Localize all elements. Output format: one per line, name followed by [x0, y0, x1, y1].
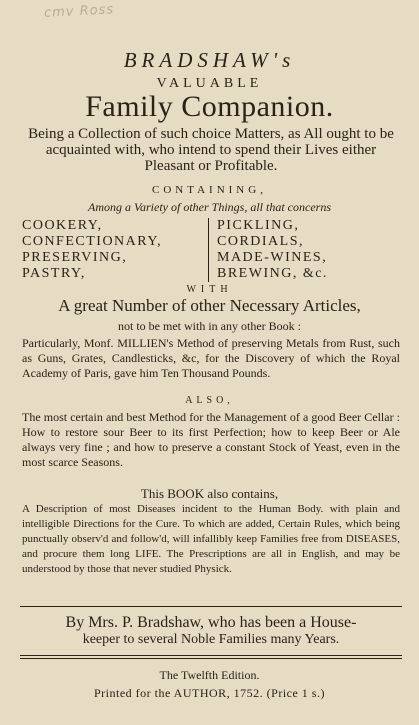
- containing-heading: CONTAINING,: [152, 184, 267, 196]
- divider-rule: [20, 658, 402, 659]
- also-heading: ALSO,: [185, 395, 234, 406]
- pencil-inscription: cmv Ross: [43, 2, 115, 21]
- title-line-1: BRADSHAW's: [123, 48, 296, 72]
- edition-line: The Twelfth Edition.: [159, 668, 260, 682]
- topic-item: PICKLING,: [217, 218, 300, 233]
- great-number-line: A great Number of other Necessary Articles,: [58, 296, 361, 315]
- among-line: Among a Variety of other Things, all that concerns: [88, 200, 331, 214]
- divider-rule: [20, 655, 402, 656]
- author-line-1: By Mrs. P. Bradshaw, who has been a House-: [65, 614, 357, 631]
- paragraph-beer-cellar: The most certain and best Method for the Management of a good Beer Cellar : How to restore sour Beer to its first Perfection; how to keep Beer or Ale always very fine ; and how to preserve a constant Stock of Yeast, even in the most scarce Seasons.: [22, 410, 400, 469]
- topics-left: [22, 218, 209, 282]
- paragraph-diseases: A Description of most Diseases incident to the Human Body. with plain and intelligible Directions for the Cure. To which are added, Certain Rules, which being punctually observ'd and follow'd, will infallibly keep Families free from DISEASES, and procure them long LIFE. The Prescriptions are all in English, and may be understood by those that never studied Physick.: [22, 503, 400, 575]
- subtitle: Being a Collection of such choice Matters, as All ought to be acquainted with, who intend to spend their Lives either Pleasant or Profitable.: [28, 126, 394, 174]
- topic-item: CONFECTIONARY,: [22, 234, 163, 249]
- topic-item: BREWING, &c.: [217, 266, 328, 281]
- author-line-2: keeper to several Noble Families many Years.: [82, 632, 340, 647]
- this-book-heading: This BOOK also contains,: [140, 486, 279, 501]
- topics-columns: [22, 218, 400, 282]
- topic-item: MADE-WINES,: [217, 250, 328, 265]
- topic-item: COOKERY,: [22, 218, 103, 233]
- topic-item: PRESERVING,: [22, 250, 128, 265]
- title-line-2: VALUABLE: [156, 76, 263, 91]
- imprint-line: Printed for the AUTHOR, 1752. (Price 1 s.): [94, 686, 325, 700]
- with-heading: WITH: [186, 284, 233, 295]
- topic-item: CORDIALS,: [217, 234, 305, 249]
- paragraph-millien: Particularly, Monf. MILLIEN's Method of preserving Metals from Rust, such as Guns, Grates, Candlesticks, &c, for the Discovery of which the Royal Academy of Paris, gave him Ten Thousand Pounds.: [22, 336, 400, 380]
- divider-rule: [20, 606, 402, 607]
- not-met-line: not to be met with in any other Book :: [118, 319, 301, 333]
- topic-item: PASTRY,: [22, 266, 86, 281]
- title-line-3: Family Companion.: [85, 90, 334, 123]
- author-block: [22, 614, 400, 648]
- topics-right: [209, 218, 328, 282]
